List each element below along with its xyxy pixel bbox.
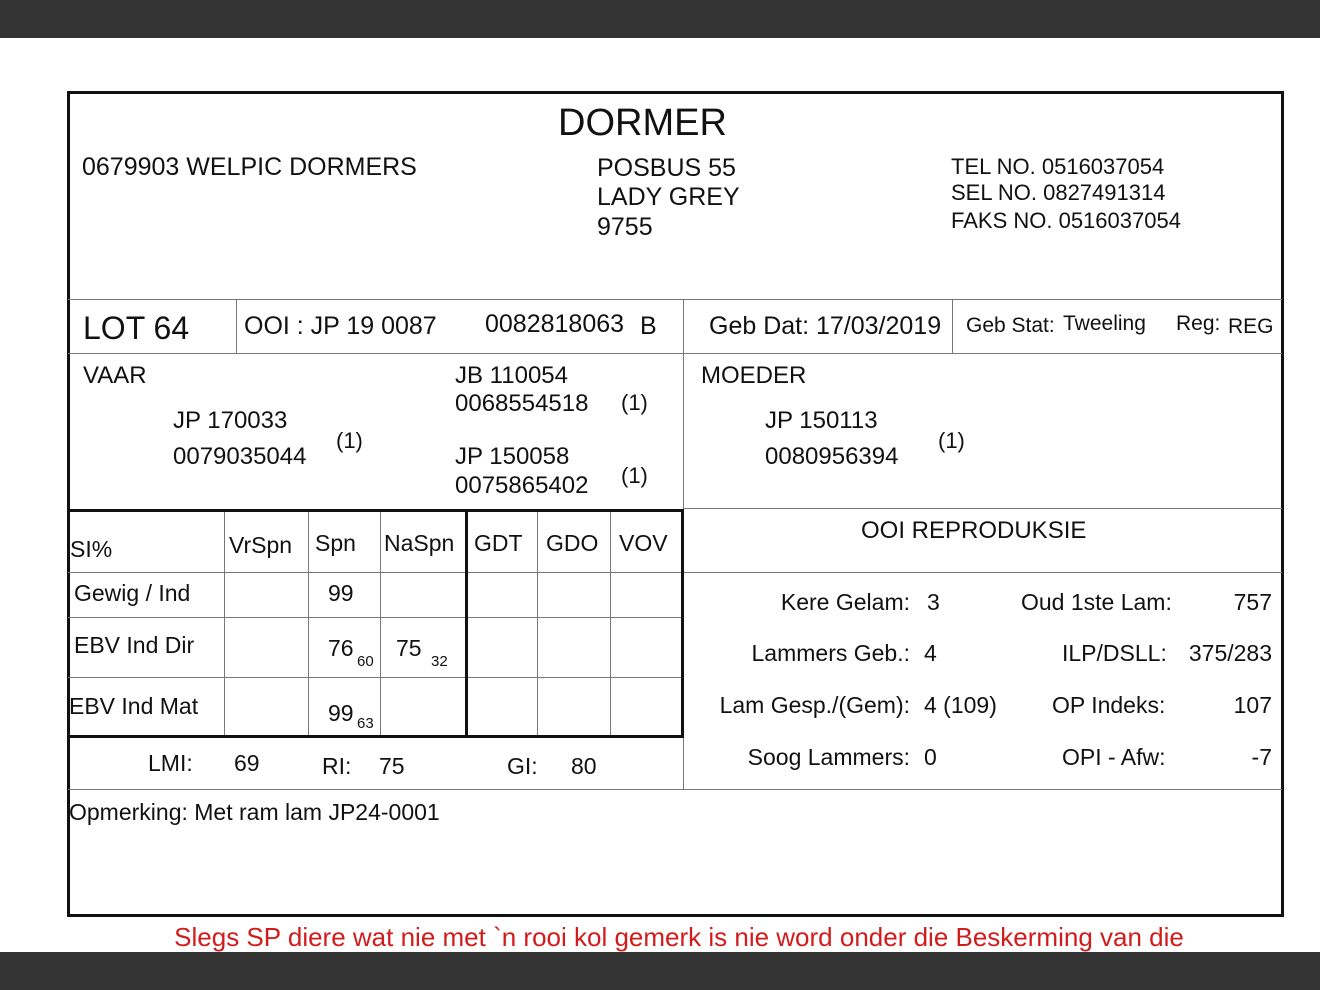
spn-subscript: 60	[357, 653, 374, 670]
repro-label: Lam Gesp./(Gem):	[719, 692, 910, 718]
grade: B	[640, 312, 657, 340]
vaar-label: VAAR	[83, 362, 147, 389]
naspn-subscript: 32	[431, 653, 448, 670]
repro-label: Kere Gelam:	[780, 589, 910, 615]
row-label: EBV Ind Dir	[74, 632, 195, 658]
reproduction-title: OOI REPRODUKSIE	[861, 517, 1087, 544]
ooi-id: OOI : JP 19 0087	[244, 312, 437, 340]
repro-value: 757	[1233, 589, 1272, 615]
repro-label: Oud 1ste Lam:	[1021, 589, 1172, 615]
repro-label: OP Indeks:	[1052, 692, 1166, 718]
divider	[683, 508, 1282, 509]
birth-status-label: Geb Stat:	[966, 314, 1055, 337]
birth-date: Geb Dat: 17/03/2019	[709, 312, 942, 340]
ri-value: 75	[379, 753, 405, 779]
animal-number: 0082818063	[485, 310, 625, 338]
divider	[952, 300, 953, 353]
breed-title: DORMER	[558, 102, 727, 144]
repro-label: Soog Lammers:	[747, 744, 910, 770]
row-label: EBV Ind Mat	[69, 693, 199, 719]
repro-label: ILP/DSLL:	[1062, 640, 1167, 666]
repro-value: 3	[927, 589, 940, 615]
dam-id: JP 150113	[765, 407, 878, 434]
divider	[68, 353, 1282, 354]
moeder-label: MOEDER	[701, 362, 807, 389]
repro-value: 375/283	[1188, 640, 1272, 666]
birth-status-value: Tweeling	[1063, 312, 1146, 335]
col-header-si: SI%	[70, 536, 113, 562]
divider	[683, 572, 1282, 573]
row-label: Gewig / Ind	[74, 580, 191, 606]
bottom-bar	[0, 952, 1320, 990]
address-line: POSBUS 55	[597, 154, 736, 182]
lot-number: LOT 64	[83, 310, 190, 346]
repro-label: Lammers Geb.:	[751, 640, 910, 666]
spn-value: 99	[328, 580, 354, 606]
repro-value: 107	[1233, 692, 1272, 718]
divider	[236, 300, 237, 353]
sire-number: 0079035044	[173, 443, 307, 470]
contact-faks: FAKS NO. 0516037054	[951, 208, 1181, 233]
spn-subscript: 63	[357, 715, 374, 732]
ri-label: RI:	[322, 753, 352, 779]
repro-value: 4 (109)	[924, 692, 997, 718]
col-header-vov: VOV	[619, 530, 668, 556]
contact-tel: TEL NO. 0516037054	[951, 154, 1165, 179]
reg-label: Reg:	[1176, 312, 1221, 335]
grandsire-count: (1)	[621, 390, 648, 415]
dam-number: 0080956394	[765, 443, 899, 470]
grandsire-id: JB 110054	[455, 362, 568, 389]
naspn-value: 75	[396, 635, 422, 661]
dam-count: (1)	[938, 428, 965, 453]
col-header-gdo: GDO	[546, 530, 599, 556]
lmi-value: 69	[234, 750, 260, 776]
col-header-spn: Spn	[315, 530, 356, 556]
gi-value: 80	[571, 753, 597, 779]
owner-name: 0679903 WELPIC DORMERS	[82, 153, 417, 181]
granddam-id: JP 150058	[455, 443, 570, 470]
grandsire-number: 0068554518	[455, 390, 589, 417]
sire-id: JP 170033	[173, 407, 288, 434]
address-line: LADY GREY	[597, 183, 740, 211]
spn-value: 99	[328, 700, 354, 726]
repro-value: -7	[1251, 744, 1272, 770]
granddam-count: (1)	[621, 463, 648, 488]
divider	[68, 299, 1282, 300]
col-header-vrspn: VrSpn	[229, 532, 293, 558]
top-bar	[0, 0, 1320, 38]
divider	[68, 789, 1282, 790]
remark: Opmerking: Met ram lam JP24-0001	[69, 799, 440, 825]
sire-count: (1)	[336, 428, 363, 453]
si-table-divider	[465, 509, 468, 738]
granddam-number: 0075865402	[455, 472, 589, 499]
reg-value: REG	[1228, 315, 1274, 338]
repro-value: 0	[924, 744, 937, 770]
lmi-label: LMI:	[148, 750, 193, 776]
repro-value: 4	[924, 640, 937, 666]
gi-label: GI:	[507, 753, 538, 779]
footer-note: Slegs SP diere wat nie met `n rooi kol gemerk is nie word onder die Beskerming van die	[174, 922, 1184, 952]
col-header-gdt: GDT	[474, 530, 523, 556]
repro-label: OPI - Afw:	[1062, 744, 1166, 770]
address-line: 9755	[597, 213, 653, 241]
col-header-naspn: NaSpn	[384, 530, 455, 556]
spn-value: 76	[328, 635, 354, 661]
contact-sel: SEL NO. 0827491314	[951, 180, 1166, 205]
